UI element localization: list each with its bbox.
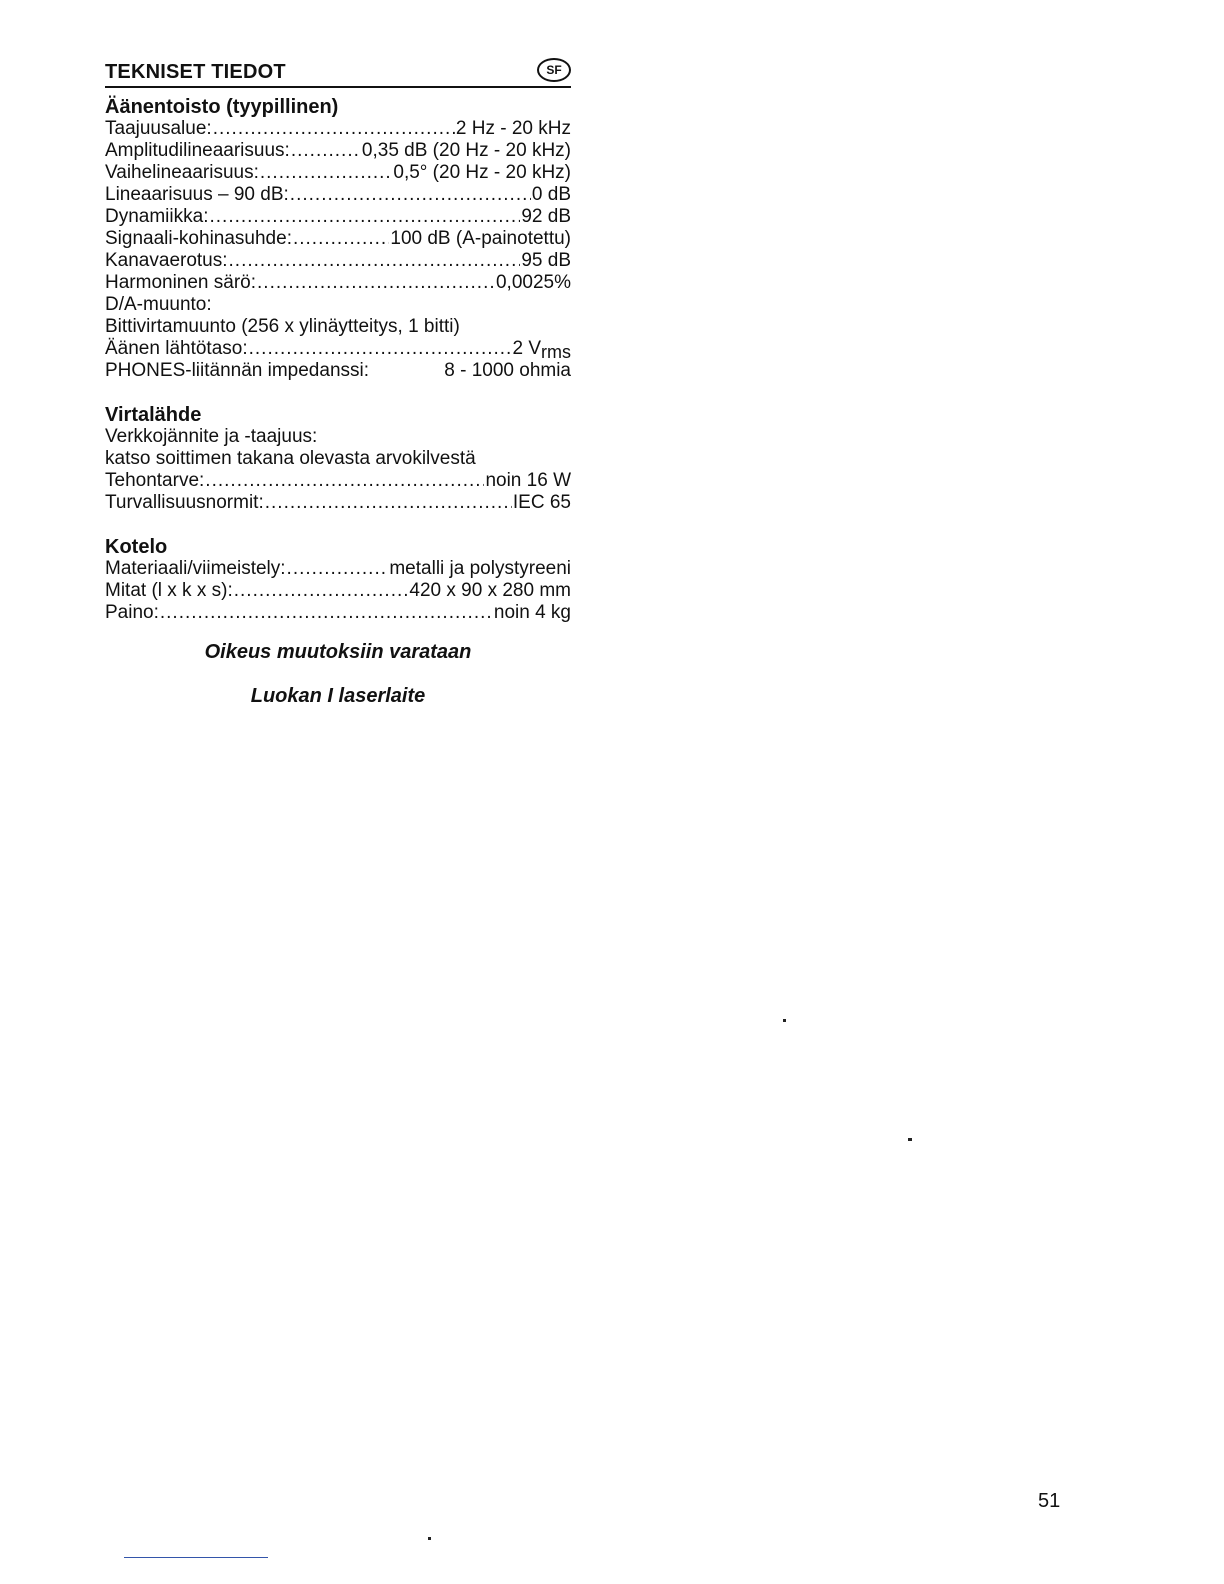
spec-row [105, 228, 571, 250]
mains-voltage-note: katso soittimen takana olevasta arvokilvestä [105, 448, 476, 469]
spec-label: Taajuusalue: [105, 118, 212, 139]
housing-section-title: Kotelo [105, 536, 168, 558]
language-badge-icon: SF [537, 58, 571, 82]
laser-class-note: Luokan I laserlaite [250, 685, 426, 707]
spec-row [105, 492, 571, 514]
spec-value: 0,0025% [495, 272, 571, 293]
leader-dots [290, 184, 531, 206]
spec-value: 0 dB [531, 184, 571, 205]
spec-value: 0,35 dB (20 Hz - 20 kHz) [361, 140, 571, 161]
spec-row [105, 470, 571, 492]
spec-row [105, 206, 571, 228]
spec-row [105, 162, 571, 184]
spec-label: Amplitudilineaarisuus: [105, 140, 290, 161]
leader-dots [213, 118, 455, 140]
spec-row [105, 602, 571, 624]
spec-row [105, 184, 571, 206]
spec-label: Paino: [105, 602, 159, 623]
leader-dots [260, 162, 393, 184]
leader-dots [287, 558, 389, 580]
spec-row [105, 338, 571, 360]
spec-label: Signaali-kohinasuhde: [105, 228, 292, 249]
spec-value: noin 16 W [485, 470, 571, 491]
power-section-title: Virtalähde [105, 404, 202, 426]
leader-dots [209, 206, 520, 228]
leader-dots [291, 140, 361, 162]
leader-dots [160, 602, 493, 624]
spec-label: Vaihelineaarisuus: [105, 162, 259, 183]
housing-section [105, 536, 571, 624]
leader-dots [265, 492, 512, 514]
spec-label: Dynamiikka: [105, 206, 209, 227]
spec-row [105, 558, 571, 580]
spec-value [512, 338, 571, 360]
rights-reserved-note: Oikeus muutoksiin varataan [204, 641, 472, 663]
leader-dots [205, 470, 484, 492]
spec-label: Turvallisuusnormit: [105, 492, 264, 513]
page-number: 51 [1038, 1490, 1061, 1512]
audio-section-title: Äänentoisto (tyypillinen) [105, 96, 339, 118]
spec-label: Äänen lähtötaso: [105, 338, 248, 359]
leader-dots [293, 228, 389, 250]
mains-voltage-label: Verkkojännite ja -taajuus: [105, 426, 318, 447]
leader-dots [257, 272, 495, 294]
spec-value: noin 4 kg [493, 602, 571, 623]
spec-value: 100 dB (A-painotettu) [390, 228, 571, 249]
spec-value: 2 Hz - 20 kHz [455, 118, 571, 139]
footer-divider [124, 1557, 268, 1558]
spec-row [105, 580, 571, 602]
spec-value: IEC 65 [512, 492, 571, 513]
spec-row [105, 118, 571, 140]
spec-label: Tehontarve: [105, 470, 205, 491]
power-section [105, 404, 571, 514]
output-level-unit: rms [541, 342, 571, 362]
spec-label: Harmoninen särö: [105, 272, 257, 293]
page-header [105, 54, 571, 88]
spec-label: Materiaali/viimeistely: [105, 558, 286, 579]
spec-value: 95 dB [521, 250, 571, 271]
spec-row [105, 140, 571, 162]
spec-label: Mitat (l x k x s): [105, 580, 233, 601]
audio-section [105, 96, 571, 382]
da-conversion-value: Bittivirtamuunto (256 x ylinäytteitys, 1 bitti) [105, 316, 460, 337]
spec-value: 420 x 90 x 280 mm [409, 580, 571, 601]
spec-label: Kanavaerotus: [105, 250, 228, 271]
page-title: TEKNISET TIEDOT [105, 61, 286, 83]
leader-dots [234, 580, 409, 602]
leader-dots [249, 338, 512, 360]
spec-value: metalli ja polystyreeni [389, 558, 571, 579]
spec-row [105, 360, 571, 382]
spec-value: 92 dB [521, 206, 571, 227]
scan-speck [783, 1019, 786, 1022]
da-conversion-label: D/A-muunto: [105, 294, 212, 315]
spec-label: Lineaarisuus – 90 dB: [105, 184, 289, 205]
spec-label: PHONES-liitännän impedanssi: [105, 360, 370, 381]
scan-speck [908, 1138, 912, 1141]
leader-dots [229, 250, 521, 272]
spec-value: 0,5° (20 Hz - 20 kHz) [393, 162, 571, 183]
output-level-value: 2 V [512, 338, 541, 359]
spec-column [105, 54, 571, 624]
spec-row [105, 250, 571, 272]
scan-speck [428, 1537, 431, 1540]
spec-value: 8 - 1000 ohmia [444, 360, 571, 381]
spec-row [105, 272, 571, 294]
